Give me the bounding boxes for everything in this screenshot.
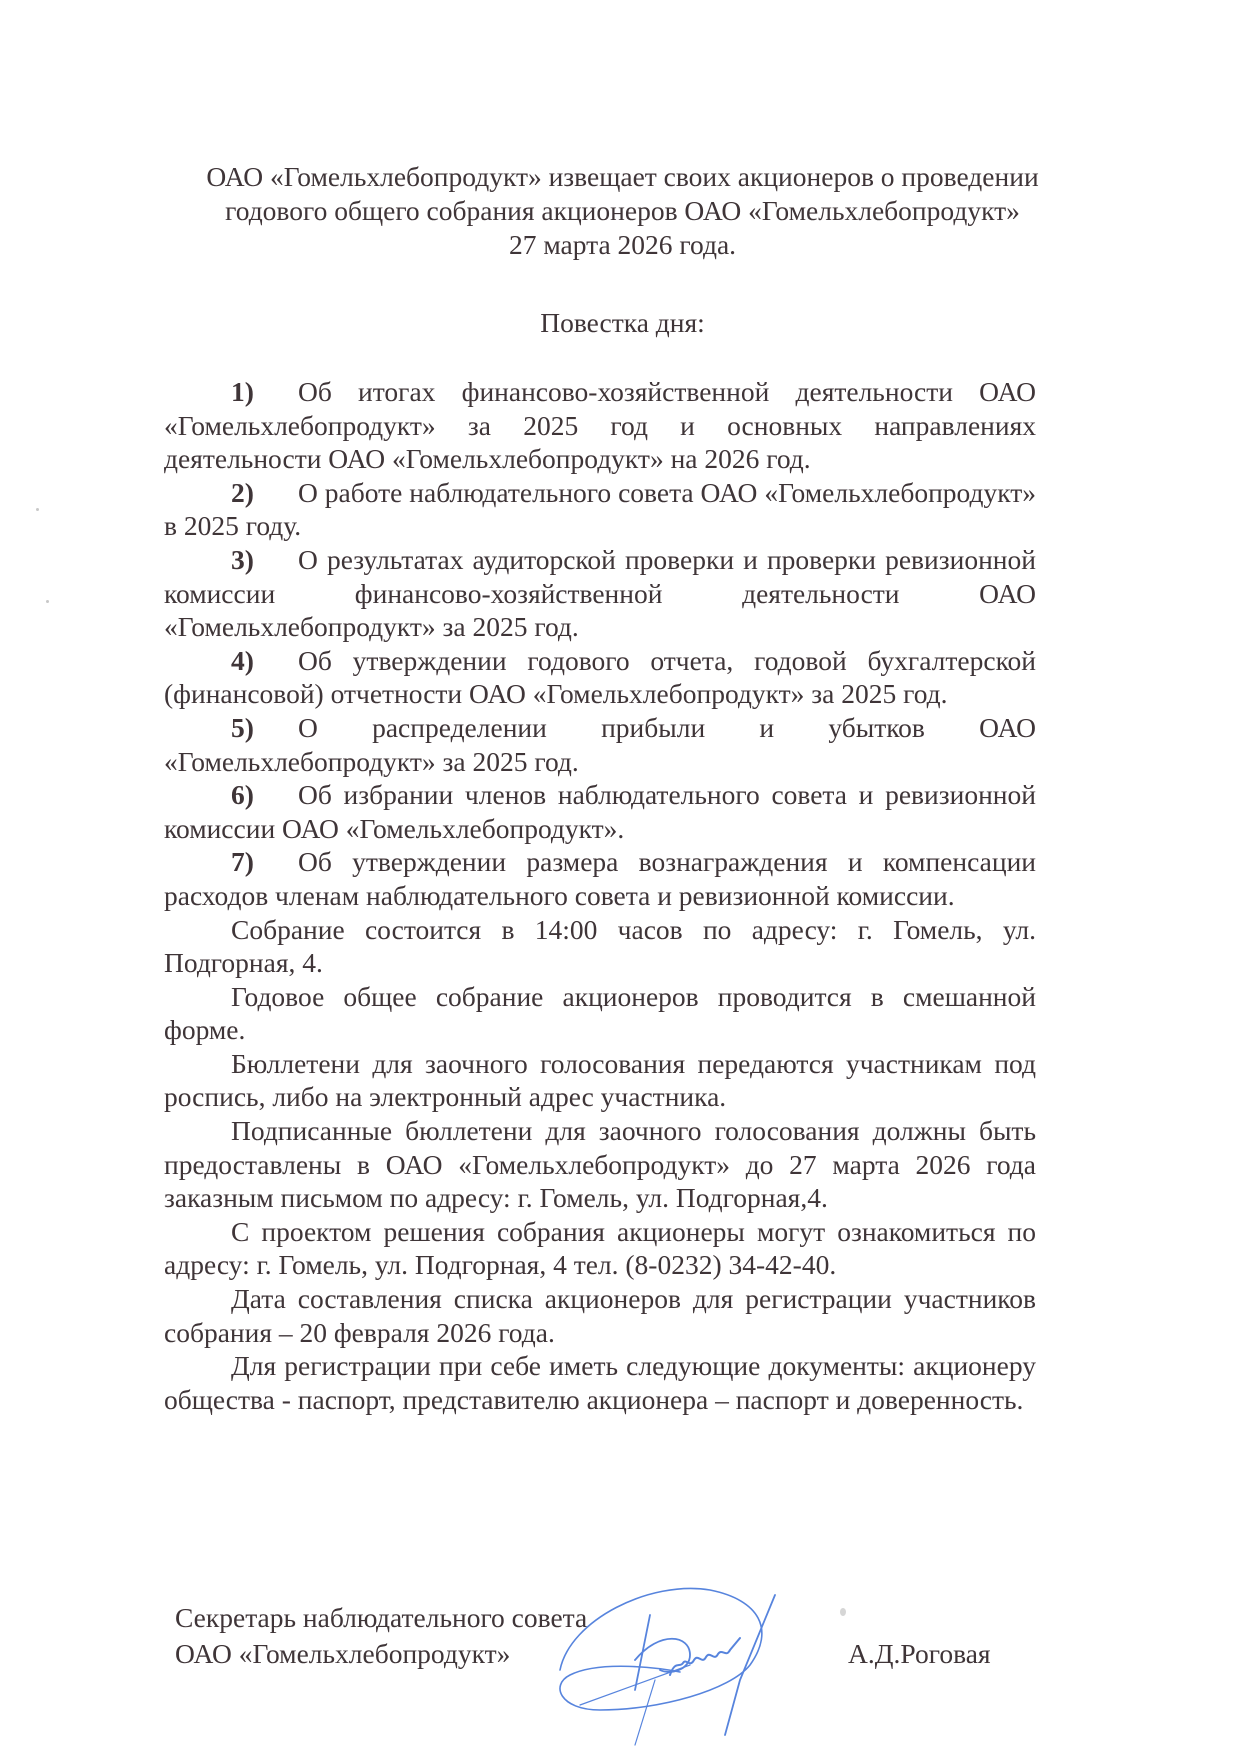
agenda-item-text: Об утверждении размера вознаграждения и компенсации расходов членам наблюдательного совета и ревизионной комиссии.: [164, 846, 1036, 911]
agenda-item-number: 2): [231, 476, 254, 508]
scan-speck: [840, 1608, 846, 1616]
header-line-3: 27 марта 2026 года.: [508, 229, 737, 260]
agenda-item-number: 4): [231, 644, 254, 676]
ballot-return-paragraph: Подписанные бюллетени для заочного голосования должны быть предоставлены в ОАО «Гомельхлебопродукт» до 27 марта 2026 года заказным письмом по адресу: г. Гомель, ул. Подгорная,4.: [164, 1115, 1036, 1214]
header-line-2: годового общего собрания акционеров ОАО «Гомельхлебопродукт»: [225, 195, 1020, 226]
agenda-item-text: О результатах аудиторской проверки и проверки ревизионной комиссии финансово-хозяйственной деятельности ОАО «Гомельхлебопродукт» за 2025 год.: [164, 543, 1036, 643]
agenda-item-number: 6): [231, 779, 254, 811]
signature-underline-stroke: [580, 1665, 690, 1705]
agenda-item-number: 3): [231, 543, 254, 575]
notice-header: [150, 160, 1095, 262]
agenda-item-number: 5): [231, 711, 254, 743]
signatory-title-line-1: Секретарь наблюдательного совета: [175, 1602, 588, 1633]
agenda-item: [164, 543, 1036, 644]
signatory-name: А.Д.Роговая: [848, 1638, 991, 1669]
signatory-title-line-2: ОАО «Гомельхлебопродукт»: [175, 1638, 511, 1669]
signature-descender-stroke: [635, 1680, 655, 1745]
agenda-item-text: Об избрании членов наблюдательного совета и ревизионной комиссии ОАО «Гомельхлебопродукт».: [164, 779, 1036, 844]
agenda-item: [164, 375, 1036, 476]
signatory-title: [175, 1600, 587, 1672]
header-line-1: ОАО «Гомельхлебопродукт» извещает своих акционеров о проведении: [206, 161, 1039, 192]
agenda-item-text: О работе наблюдательного совета ОАО «Гомельхлебопродукт» в 2025 году.: [164, 476, 1036, 542]
signature-letter-stroke: [635, 1615, 690, 1690]
agenda-title: Повестка дня:: [540, 307, 705, 338]
record-date-paragraph: Дата составления списка акционеров для регистрации участников собрания – 20 февраля 2026 года.: [164, 1283, 1036, 1348]
agenda-item-number: 7): [231, 846, 254, 878]
document-body: [164, 375, 1036, 1416]
meeting-form-paragraph: Годовое общее собрание акционеров проводится в смешанной форме.: [164, 980, 1036, 1046]
agenda-item-number: 1): [231, 376, 254, 407]
agenda-item: [164, 644, 1036, 711]
agenda-item: [164, 476, 1036, 543]
registration-documents-paragraph: Для регистрации при себе иметь следующие документы: акционеру общества - паспорт, представителю акционера – паспорт и доверенность.: [164, 1350, 1036, 1415]
scan-speck: [36, 508, 39, 511]
scan-speck: [46, 600, 49, 603]
meeting-location-paragraph: Собрание состоится в 14:00 часов по адресу: г. Гомель, ул. Подгорная, 4.: [164, 913, 1036, 979]
agenda-item: [164, 845, 1036, 912]
handwritten-signature: [540, 1560, 800, 1750]
agenda-item-text: О распределении прибыли и убытков ОАО «Гомельхлебопродукт» за 2025 год.: [164, 711, 1036, 777]
ballot-delivery-paragraph: Бюллетени для заочного голосования передаются участникам под роспись, либо на электронный адрес участника.: [164, 1047, 1036, 1113]
agenda-item-text: Об утверждении годового отчета, годовой бухгалтерской (финансовой) отчетности ОАО «Гомельхлебопродукт» за 2025 год.: [164, 644, 1036, 710]
agenda-item: [164, 711, 1036, 778]
agenda-item: [164, 778, 1036, 845]
agenda-item-text: Об итогах финансово-хозяйственной деятельности ОАО «Гомельхлебопродукт» за 2025 год и основных направлениях деятельности ОАО «Гомельхлебопродукт» на 2026 год.: [164, 376, 1036, 475]
draft-decision-paragraph: С проектом решения собрания акционеры могут ознакомиться по адресу: г. Гомель, ул. Подгорная, 4 тел. (8-0232) 34-42-40.: [164, 1215, 1036, 1281]
